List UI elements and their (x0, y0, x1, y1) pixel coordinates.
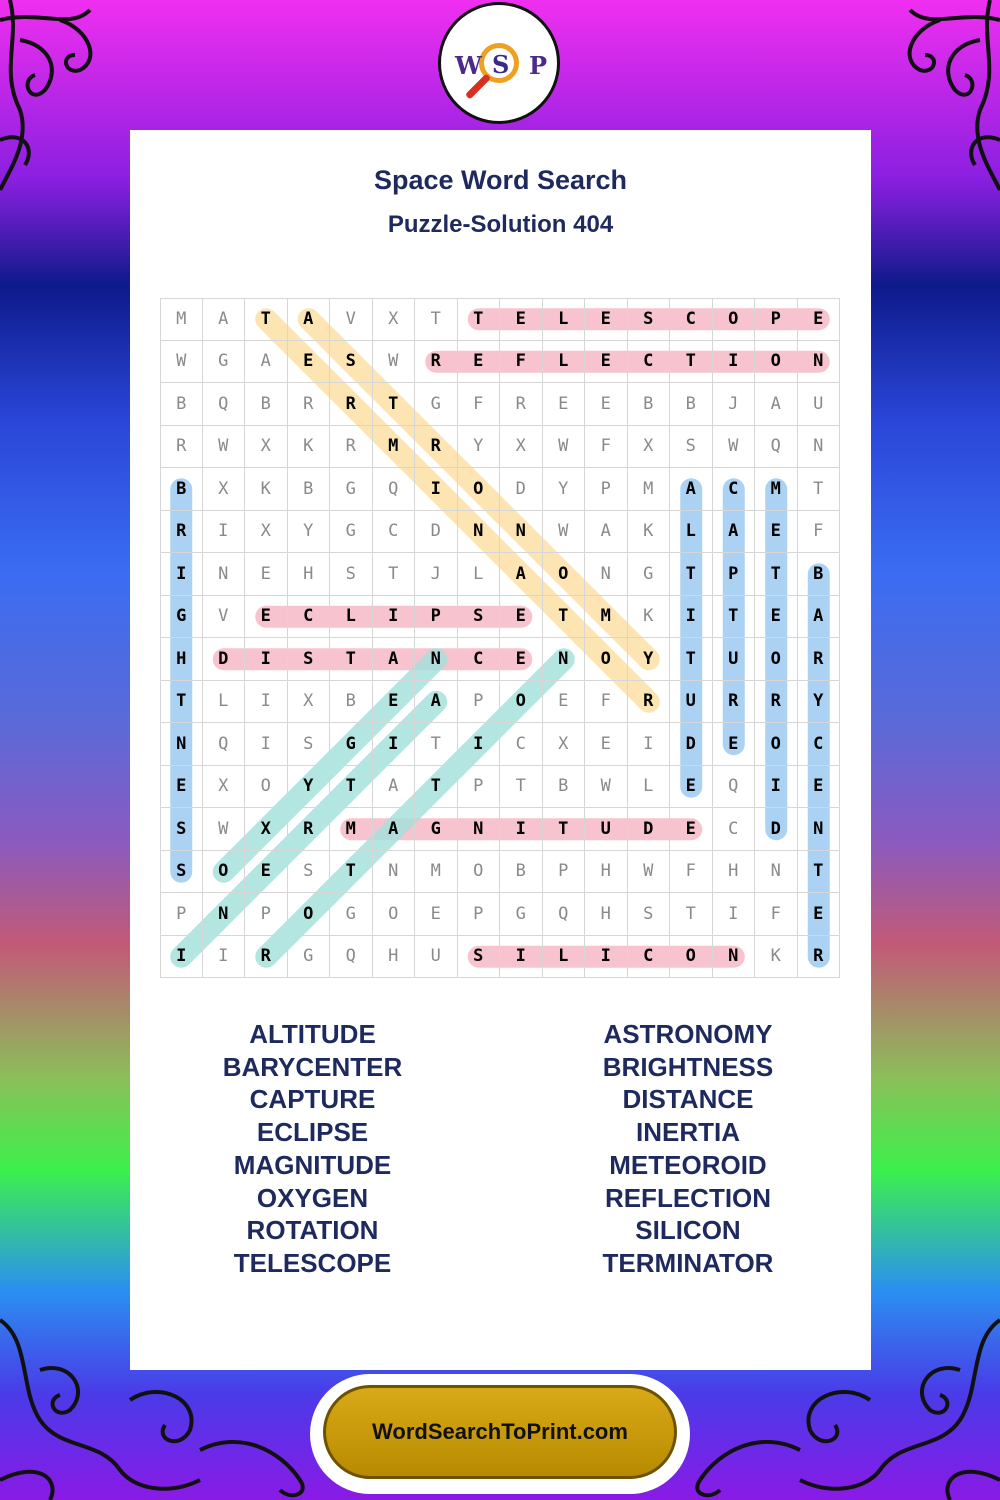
grid-cell[interactable]: X (543, 723, 586, 766)
grid-cell[interactable]: P (458, 766, 501, 809)
grid-cell[interactable]: S (288, 851, 331, 894)
grid-cell[interactable]: O (500, 681, 543, 724)
grid-cell[interactable]: R (245, 936, 288, 979)
grid-cell[interactable]: T (330, 851, 373, 894)
grid-cell[interactable]: Q (203, 383, 246, 426)
word-list-item: DISTANCE (622, 1084, 754, 1115)
grid-cell[interactable]: E (585, 383, 628, 426)
grid-cell[interactable]: T (330, 638, 373, 681)
grid-cell[interactable]: A (755, 383, 798, 426)
word-list-item: ASTRONOMY (603, 1019, 773, 1049)
grid-cell[interactable]: A (203, 298, 246, 341)
grid-cell[interactable]: T (415, 298, 458, 341)
grid-cell[interactable]: E (585, 723, 628, 766)
grid-cell[interactable]: L (203, 681, 246, 724)
grid-cell[interactable]: I (628, 723, 671, 766)
grid-cell[interactable]: E (543, 383, 586, 426)
grid-cell[interactable]: D (628, 808, 671, 851)
grid-cell[interactable]: T (373, 553, 416, 596)
grid-cell[interactable]: O (670, 936, 713, 979)
grid-cell[interactable]: N (415, 638, 458, 681)
grid-cell[interactable]: D (670, 723, 713, 766)
grid-cell[interactable]: K (628, 596, 671, 639)
grid-cell[interactable]: A (245, 341, 288, 384)
grid-cell[interactable]: G (330, 468, 373, 511)
grid-cell[interactable]: Q (330, 936, 373, 979)
grid-cell[interactable]: C (628, 341, 671, 384)
grid-cell[interactable]: H (713, 851, 756, 894)
grid-cell[interactable]: U (585, 808, 628, 851)
grid-cell[interactable]: I (713, 893, 756, 936)
grid-cell[interactable]: S (628, 893, 671, 936)
grid-cell[interactable]: Y (628, 638, 671, 681)
word-list-left (170, 1018, 455, 1280)
grid-cell[interactable]: V (203, 596, 246, 639)
grid-cell[interactable]: W (628, 851, 671, 894)
grid-cell[interactable]: A (798, 596, 841, 639)
grid-cell[interactable]: C (713, 468, 756, 511)
puzzle-title: Space Word Search (373, 165, 628, 195)
grid-cell[interactable]: O (458, 851, 501, 894)
grid-cell[interactable]: N (458, 511, 501, 554)
grid-cell[interactable]: J (713, 383, 756, 426)
grid-cell[interactable]: N (203, 893, 246, 936)
grid-cell[interactable]: M (755, 468, 798, 511)
grid-cell[interactable]: F (458, 383, 501, 426)
puzzle-panel (130, 130, 871, 1370)
grid-cell[interactable]: T (543, 596, 586, 639)
grid-cell[interactable]: S (330, 341, 373, 384)
grid-cell[interactable]: O (755, 723, 798, 766)
grid-cell[interactable]: H (585, 851, 628, 894)
grid-cell[interactable]: Q (713, 766, 756, 809)
grid-cell[interactable]: R (330, 426, 373, 469)
grid-cell[interactable]: M (373, 426, 416, 469)
ornament-top-right (850, 0, 1000, 200)
grid-cell[interactable]: E (245, 596, 288, 639)
grid-cell[interactable]: G (330, 893, 373, 936)
grid-cell[interactable]: G (500, 893, 543, 936)
grid-cell[interactable]: S (288, 723, 331, 766)
grid-cell[interactable]: I (203, 511, 246, 554)
grid-cell[interactable]: G (330, 511, 373, 554)
word-list-item: INERTIA (636, 1117, 740, 1148)
grid-cell[interactable]: P (713, 553, 756, 596)
grid-cell[interactable]: A (373, 808, 416, 851)
grid-cell[interactable]: P (458, 893, 501, 936)
grid-cell[interactable]: B (288, 468, 331, 511)
grid-cell[interactable]: R (713, 681, 756, 724)
grid-cell[interactable]: D (203, 638, 246, 681)
word-list-item: ROTATION (246, 1215, 379, 1246)
grid-cell[interactable]: A (713, 511, 756, 554)
grid-cell[interactable]: X (245, 426, 288, 469)
grid-cell[interactable]: M (330, 808, 373, 851)
grid-cell[interactable]: O (203, 851, 246, 894)
grid-cell[interactable]: I (755, 766, 798, 809)
grid-cell[interactable]: E (713, 723, 756, 766)
grid-cell[interactable]: I (245, 638, 288, 681)
grid-cell[interactable]: T (755, 553, 798, 596)
grid-cell[interactable]: E (670, 808, 713, 851)
grid-cell[interactable]: I (245, 681, 288, 724)
word-list-item: TERMINATOR (602, 1247, 774, 1278)
word-list-item: BRIGHTNESS (602, 1051, 774, 1082)
grid-cell[interactable]: N (203, 553, 246, 596)
grid-cell[interactable]: T (713, 596, 756, 639)
grid-cell[interactable]: E (245, 851, 288, 894)
grid-cell[interactable]: E (755, 596, 798, 639)
grid-cell[interactable]: N (798, 426, 841, 469)
grid-cell[interactable]: I (245, 723, 288, 766)
grid-cell[interactable]: C (798, 723, 841, 766)
grid-cell[interactable]: W (543, 511, 586, 554)
grid-cell[interactable]: E (288, 341, 331, 384)
grid-cell[interactable]: X (203, 468, 246, 511)
grid-cell[interactable]: O (373, 893, 416, 936)
grid-cell[interactable]: T (415, 766, 458, 809)
grid-cell[interactable]: K (628, 511, 671, 554)
grid-cell[interactable]: N (798, 341, 841, 384)
grid-cell[interactable]: I (203, 936, 246, 979)
ornament-top-left (0, 0, 150, 200)
grid-cell[interactable]: U (670, 681, 713, 724)
grid-cell[interactable]: D (755, 808, 798, 851)
grid-cell[interactable]: H (373, 936, 416, 979)
grid-cell[interactable]: O (713, 298, 756, 341)
word-list-item: OXYGEN (256, 1182, 369, 1213)
grid-cell[interactable]: G (330, 723, 373, 766)
grid-cell[interactable]: K (288, 426, 331, 469)
grid-cell[interactable]: E (585, 341, 628, 384)
grid-cell[interactable]: I (500, 808, 543, 851)
grid-cell[interactable]: T (373, 383, 416, 426)
grid-cell[interactable]: M (585, 596, 628, 639)
grid-cell[interactable]: N (713, 936, 756, 979)
grid-cell[interactable]: K (755, 936, 798, 979)
grid-cell[interactable]: A (500, 553, 543, 596)
grid-cell[interactable]: R (330, 383, 373, 426)
grid-cell[interactable]: C (628, 936, 671, 979)
logo-letter-s: S (492, 50, 510, 79)
grid-cell[interactable]: O (755, 341, 798, 384)
grid-cell[interactable]: C (373, 511, 416, 554)
grid-cell[interactable]: Y (458, 426, 501, 469)
grid-cell[interactable]: S (458, 936, 501, 979)
grid-cell[interactable]: A (415, 681, 458, 724)
grid-cell[interactable]: Q (755, 426, 798, 469)
grid-cell[interactable]: O (288, 893, 331, 936)
grid-cell[interactable]: W (373, 341, 416, 384)
grid-cell[interactable]: E (755, 511, 798, 554)
word-list-right (542, 1018, 834, 1280)
grid-cell[interactable]: T (500, 766, 543, 809)
grid-cell[interactable]: B (160, 468, 203, 511)
grid-cell[interactable]: L (628, 766, 671, 809)
grid-cell[interactable]: G (203, 341, 246, 384)
grid-cell[interactable]: V (330, 298, 373, 341)
grid-cell[interactable]: T (670, 553, 713, 596)
grid-cell[interactable]: X (203, 766, 246, 809)
grid-cell[interactable]: H (288, 553, 331, 596)
grid-cell[interactable]: R (798, 638, 841, 681)
grid-cell[interactable]: N (160, 723, 203, 766)
grid-cell[interactable]: C (670, 298, 713, 341)
grid-cell[interactable]: N (798, 808, 841, 851)
grid-cell[interactable]: T (670, 638, 713, 681)
grid-cell[interactable]: I (160, 936, 203, 979)
grid-cell[interactable]: F (585, 426, 628, 469)
grid-cell[interactable]: C (288, 596, 331, 639)
word-list-item: BARYCENTER (222, 1051, 403, 1082)
grid-cell[interactable]: P (415, 596, 458, 639)
grid-cell[interactable]: P (755, 298, 798, 341)
grid-cell[interactable]: B (628, 383, 671, 426)
grid-cell[interactable]: I (160, 553, 203, 596)
grid-cell[interactable]: I (713, 341, 756, 384)
grid-cell[interactable]: A (373, 638, 416, 681)
site-link-button[interactable]: WordSearchToPrint.com (323, 1385, 677, 1479)
grid-cell[interactable]: T (245, 298, 288, 341)
grid-cell[interactable]: I (670, 596, 713, 639)
grid-cell[interactable]: S (330, 553, 373, 596)
grid-cell[interactable]: E (415, 893, 458, 936)
grid-cell[interactable]: E (458, 341, 501, 384)
grid-cell[interactable]: N (585, 553, 628, 596)
grid-cell[interactable]: G (160, 596, 203, 639)
grid-cell[interactable]: R (160, 426, 203, 469)
grid-cell[interactable]: B (543, 766, 586, 809)
grid-cell[interactable]: L (543, 298, 586, 341)
grid-cell[interactable]: W (203, 426, 246, 469)
grid-cell[interactable]: R (755, 681, 798, 724)
grid-cell[interactable]: S (670, 426, 713, 469)
word-list-item: REFLECTION (604, 1182, 772, 1213)
grid-cell[interactable]: I (373, 723, 416, 766)
grid-cell[interactable]: G (628, 553, 671, 596)
grid-cell[interactable]: P (585, 468, 628, 511)
grid-cell[interactable]: L (330, 596, 373, 639)
grid-cell[interactable]: X (288, 681, 331, 724)
grid-cell[interactable]: B (245, 383, 288, 426)
grid-cell[interactable]: G (415, 383, 458, 426)
grid-cell[interactable]: W (203, 808, 246, 851)
grid-cell[interactable]: N (458, 808, 501, 851)
grid-cell[interactable]: K (245, 468, 288, 511)
grid-cell[interactable]: P (458, 681, 501, 724)
grid-cell[interactable]: W (160, 341, 203, 384)
grid-cell[interactable]: J (415, 553, 458, 596)
grid-cell[interactable]: L (458, 553, 501, 596)
grid-cell[interactable]: E (543, 681, 586, 724)
grid-cell[interactable]: B (670, 383, 713, 426)
grid-cell[interactable]: U (798, 383, 841, 426)
grid-cell[interactable]: M (628, 468, 671, 511)
grid-cell[interactable]: M (415, 851, 458, 894)
grid-cell[interactable]: C (713, 808, 756, 851)
site-logo[interactable] (438, 2, 560, 124)
grid-cell[interactable]: S (160, 851, 203, 894)
grid-cell[interactable]: B (500, 851, 543, 894)
word-list-item: TELESCOPE (233, 1247, 392, 1278)
grid-cell[interactable]: S (160, 808, 203, 851)
grid-cell[interactable]: S (458, 596, 501, 639)
grid-cell[interactable]: W (585, 766, 628, 809)
grid-cell[interactable]: H (585, 893, 628, 936)
grid-cell[interactable]: O (245, 766, 288, 809)
grid-cell[interactable]: L (543, 936, 586, 979)
grid-cell[interactable]: O (458, 468, 501, 511)
grid-cell[interactable]: D (500, 468, 543, 511)
grid-cell[interactable]: U (415, 936, 458, 979)
grid-cell[interactable]: W (543, 426, 586, 469)
grid-cell[interactable]: E (160, 766, 203, 809)
grid-cell[interactable]: M (160, 298, 203, 341)
puzzle-subtitle: Puzzle-Solution 404 (387, 211, 614, 238)
grid-cell[interactable]: A (585, 511, 628, 554)
grid-cell[interactable]: I (373, 596, 416, 639)
grid-cell[interactable]: X (500, 426, 543, 469)
grid-cell[interactable]: C (458, 638, 501, 681)
grid-cell[interactable]: R (288, 383, 331, 426)
grid-cell[interactable]: X (245, 511, 288, 554)
grid-cell[interactable]: N (755, 851, 798, 894)
grid-cell[interactable]: P (543, 851, 586, 894)
grid-cell[interactable]: E (670, 766, 713, 809)
grid-cell[interactable]: T (798, 468, 841, 511)
grid-cell[interactable]: B (160, 383, 203, 426)
grid-cell[interactable]: I (458, 723, 501, 766)
grid-cell[interactable]: E (373, 681, 416, 724)
grid-cell[interactable]: T (798, 851, 841, 894)
grid-cell[interactable]: N (373, 851, 416, 894)
grid-cell[interactable]: I (500, 936, 543, 979)
grid-cell[interactable]: P (160, 893, 203, 936)
grid-cell[interactable]: B (798, 553, 841, 596)
grid-cell[interactable]: X (245, 808, 288, 851)
grid-cell[interactable]: Y (543, 468, 586, 511)
grid-cell[interactable]: P (245, 893, 288, 936)
grid-cell[interactable]: R (160, 511, 203, 554)
word-list-item: ALTITUDE (249, 1019, 376, 1049)
grid-cell[interactable]: B (330, 681, 373, 724)
grid-cell[interactable]: E (585, 298, 628, 341)
grid-cell[interactable]: I (585, 936, 628, 979)
grid-cell[interactable]: Y (798, 681, 841, 724)
grid-cell[interactable]: E (798, 766, 841, 809)
grid-cell[interactable]: E (798, 893, 841, 936)
word-list-item: ECLIPSE (256, 1117, 369, 1148)
grid-cell[interactable]: L (543, 341, 586, 384)
grid-cell[interactable]: D (415, 511, 458, 554)
grid-cell[interactable]: T (415, 723, 458, 766)
logo-letter-w: W (455, 51, 482, 80)
word-list-item: MAGNITUDE (233, 1149, 392, 1180)
grid-cell[interactable]: S (628, 298, 671, 341)
grid-cell[interactable]: Q (203, 723, 246, 766)
grid-cell[interactable]: E (798, 298, 841, 341)
grid-cell[interactable]: F (585, 681, 628, 724)
letter-grid (160, 298, 840, 978)
grid-cell[interactable]: F (670, 851, 713, 894)
grid-cell[interactable]: G (288, 936, 331, 979)
grid-cell[interactable]: O (755, 638, 798, 681)
grid-cell[interactable]: F (798, 511, 841, 554)
grid-cell[interactable]: I (415, 468, 458, 511)
logo-letter-p: P (529, 51, 548, 80)
grid-cell[interactable]: N (543, 638, 586, 681)
grid-cell[interactable]: T (458, 298, 501, 341)
grid-cell[interactable]: N (500, 511, 543, 554)
grid-cell[interactable]: O (543, 553, 586, 596)
grid-cell[interactable]: F (500, 341, 543, 384)
grid-cell[interactable]: E (500, 298, 543, 341)
grid-cell[interactable]: S (288, 638, 331, 681)
grid-cell[interactable]: G (415, 808, 458, 851)
grid-cell[interactable]: R (798, 936, 841, 979)
grid-cell[interactable]: T (670, 341, 713, 384)
grid-cell[interactable]: E (500, 638, 543, 681)
grid-cell[interactable]: E (245, 553, 288, 596)
grid-cell[interactable]: O (585, 638, 628, 681)
grid-cell[interactable]: R (415, 426, 458, 469)
grid-cell[interactable]: X (373, 298, 416, 341)
grid-cell[interactable]: C (500, 723, 543, 766)
grid-cell[interactable]: A (670, 468, 713, 511)
grid-cell[interactable]: L (670, 511, 713, 554)
grid-cell[interactable]: A (373, 766, 416, 809)
word-list-item: METEOROID (609, 1149, 767, 1180)
grid-cell[interactable]: X (628, 426, 671, 469)
grid-cell[interactable]: R (288, 808, 331, 851)
grid-cell[interactable]: R (500, 383, 543, 426)
grid-cell[interactable]: T (160, 681, 203, 724)
grid-cell[interactable]: Q (373, 468, 416, 511)
grid-cell[interactable]: E (500, 596, 543, 639)
grid-cell[interactable]: R (628, 681, 671, 724)
grid-cell[interactable]: R (415, 341, 458, 384)
grid-cell[interactable]: T (330, 766, 373, 809)
grid-cell[interactable]: H (160, 638, 203, 681)
grid-cell[interactable]: Y (288, 766, 331, 809)
grid-cell[interactable]: F (755, 893, 798, 936)
grid-cell[interactable]: T (543, 808, 586, 851)
grid-cell[interactable]: T (670, 893, 713, 936)
grid-cell[interactable]: U (713, 638, 756, 681)
word-list-item: SILICON (635, 1215, 741, 1246)
word-list-item: CAPTURE (249, 1084, 376, 1115)
grid-cell[interactable]: Q (543, 893, 586, 936)
grid-cell[interactable]: W (713, 426, 756, 469)
grid-cell[interactable]: A (288, 298, 331, 341)
grid-cell[interactable]: Y (288, 511, 331, 554)
